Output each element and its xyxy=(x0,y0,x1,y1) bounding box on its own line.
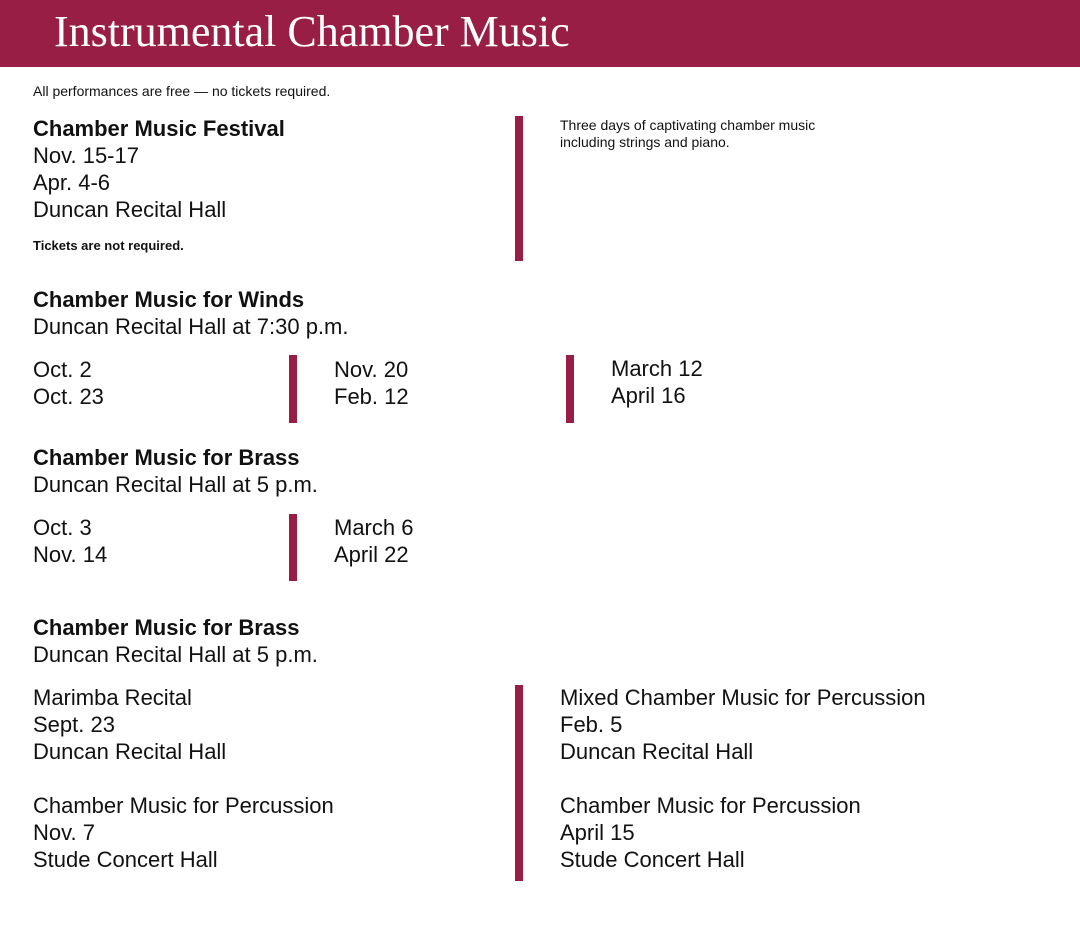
brass-dates-col2 xyxy=(334,514,413,568)
percussion-venue: Duncan Recital Hall at 5 p.m. xyxy=(33,642,318,667)
winds-venue: Duncan Recital Hall at 7:30 p.m. xyxy=(33,314,349,339)
event-percussion-nov xyxy=(33,792,334,873)
winds-dates-col1 xyxy=(33,356,104,410)
event-mixed-percussion xyxy=(560,684,926,765)
festival-description xyxy=(560,117,815,151)
winds-title: Chamber Music for Winds xyxy=(33,287,305,312)
winds-date: March 12 xyxy=(611,356,703,381)
festival-venue: Duncan Recital Hall xyxy=(33,197,227,222)
winds-date: Nov. 20 xyxy=(334,357,409,382)
brass-date: Oct. 3 xyxy=(33,515,92,540)
event-name: Marimba Recital xyxy=(33,685,192,710)
brass-date: April 22 xyxy=(334,542,409,567)
festival-dates-fall: Nov. 15-17 xyxy=(33,143,139,168)
festival-dates-spring: Apr. 4-6 xyxy=(33,170,111,195)
festival-title: Chamber Music Festival xyxy=(33,116,285,141)
winds-date: Feb. 12 xyxy=(334,384,409,409)
festival-description-line: Three days of captivating chamber music xyxy=(560,117,816,133)
event-venue: Duncan Recital Hall xyxy=(33,739,227,764)
event-marimba-recital xyxy=(33,684,226,765)
festival-description-line: including strings and piano. xyxy=(560,134,730,150)
percussion-divider xyxy=(515,685,523,881)
event-percussion-april xyxy=(560,792,861,873)
event-venue: Duncan Recital Hall xyxy=(560,739,754,764)
winds-divider-2 xyxy=(566,355,574,423)
event-name: Chamber Music for Percussion xyxy=(560,793,861,818)
event-venue: Stude Concert Hall xyxy=(33,847,218,872)
winds-dates-col3 xyxy=(611,355,703,409)
event-name: Mixed Chamber Music for Percussion xyxy=(560,685,926,710)
winds-divider-1 xyxy=(289,355,297,423)
event-date: Nov. 7 xyxy=(33,820,95,845)
festival-details xyxy=(33,142,226,223)
festival-divider xyxy=(515,116,523,261)
free-notice: All performances are free — no tickets required. xyxy=(33,83,331,99)
event-date: April 15 xyxy=(560,820,635,845)
winds-date: Oct. 23 xyxy=(33,384,104,409)
winds-dates-col2 xyxy=(334,356,409,410)
event-date: Sept. 23 xyxy=(33,712,115,737)
header-banner xyxy=(0,0,1080,67)
event-venue: Stude Concert Hall xyxy=(560,847,745,872)
event-name: Chamber Music for Percussion xyxy=(33,793,334,818)
brass-dates-col1 xyxy=(33,514,107,568)
brass-venue: Duncan Recital Hall at 5 p.m. xyxy=(33,472,318,497)
percussion-title: Chamber Music for Brass xyxy=(33,615,300,640)
festival-ticket-note: Tickets are not required. xyxy=(33,238,184,253)
winds-date: April 16 xyxy=(611,383,686,408)
brass-divider xyxy=(289,514,297,581)
event-date: Feb. 5 xyxy=(560,712,623,737)
brass-date: Nov. 14 xyxy=(33,542,108,567)
page-title: Instrumental Chamber Music xyxy=(54,7,570,56)
brass-date: March 6 xyxy=(334,515,414,540)
winds-date: Oct. 2 xyxy=(33,357,92,382)
brass-title: Chamber Music for Brass xyxy=(33,445,300,470)
